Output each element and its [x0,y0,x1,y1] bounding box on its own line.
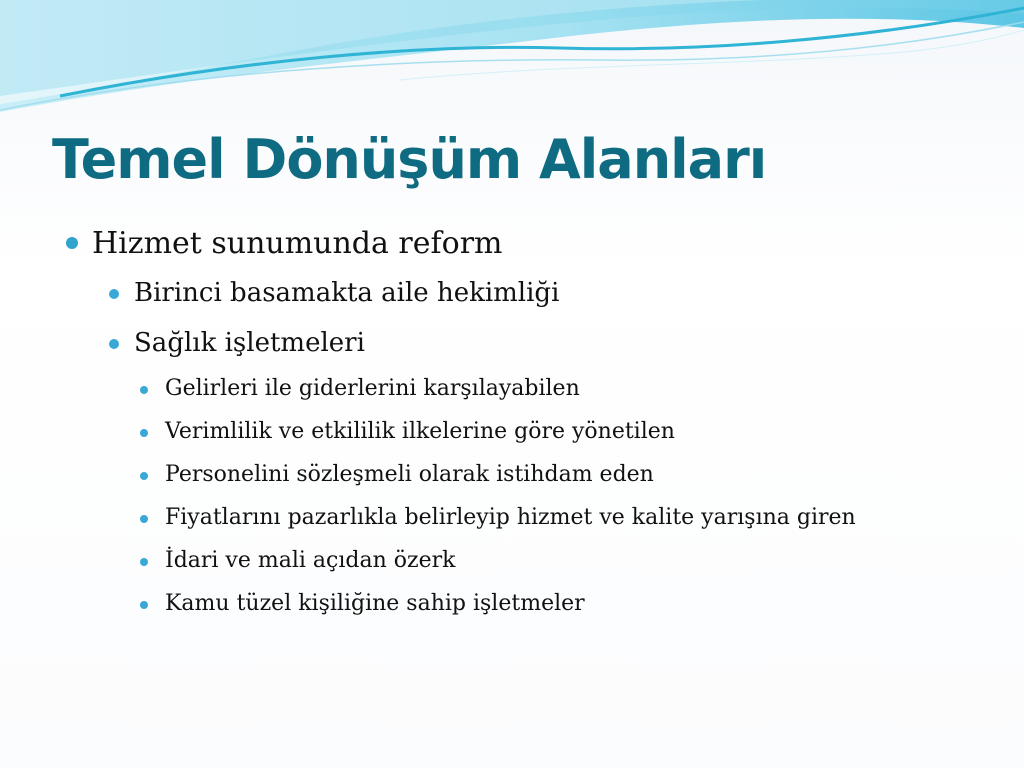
bullet-level3-item [62,499,1002,542]
bullet-level3-item [62,370,1002,413]
bullet-text: Verimlilik ve etkililik ilkelerine göre yönetilen [165,419,675,444]
bullet-level3-item [62,413,1002,456]
bullet-level3-item [62,585,1002,628]
bullet-level2-item [62,320,1002,370]
bullet-dot-icon [109,339,119,349]
bullet-list [62,222,1002,628]
header-wave-decoration [0,0,1024,130]
bullet-text: Kamu tüzel kişiliğine sahip işletmeler [165,591,585,616]
bullet-dot-icon [109,289,119,299]
bullet-level3-item [62,542,1002,585]
bullet-text: Sağlık işletmeleri [134,328,365,358]
bullet-dot-icon [140,429,148,437]
bullet-level3-item [62,456,1002,499]
bullet-dot-icon [140,515,148,523]
bullet-dot-icon [140,601,148,609]
bullet-dot-icon [140,386,148,394]
bullet-text: Personelini sözleşmeli olarak istihdam eden [165,462,654,487]
bullet-level1-item [62,222,1002,270]
bullet-dot-icon [66,237,78,249]
bullet-dot-icon [140,558,148,566]
bullet-text: Gelirleri ile giderlerini karşılayabilen [165,376,580,401]
bullet-text: Fiyatlarını pazarlıkla belirleyip hizmet ve kalite yarışına giren [165,505,856,530]
bullet-level2-item [62,270,1002,320]
slide-title: Temel Dönüşüm Alanları [52,128,767,191]
bullet-text: Hizmet sunumunda reform [92,226,503,261]
bullet-dot-icon [140,472,148,480]
bullet-text: İdari ve mali açıdan özerk [165,548,456,573]
bullet-text: Birinci basamakta aile hekimliği [134,278,560,308]
